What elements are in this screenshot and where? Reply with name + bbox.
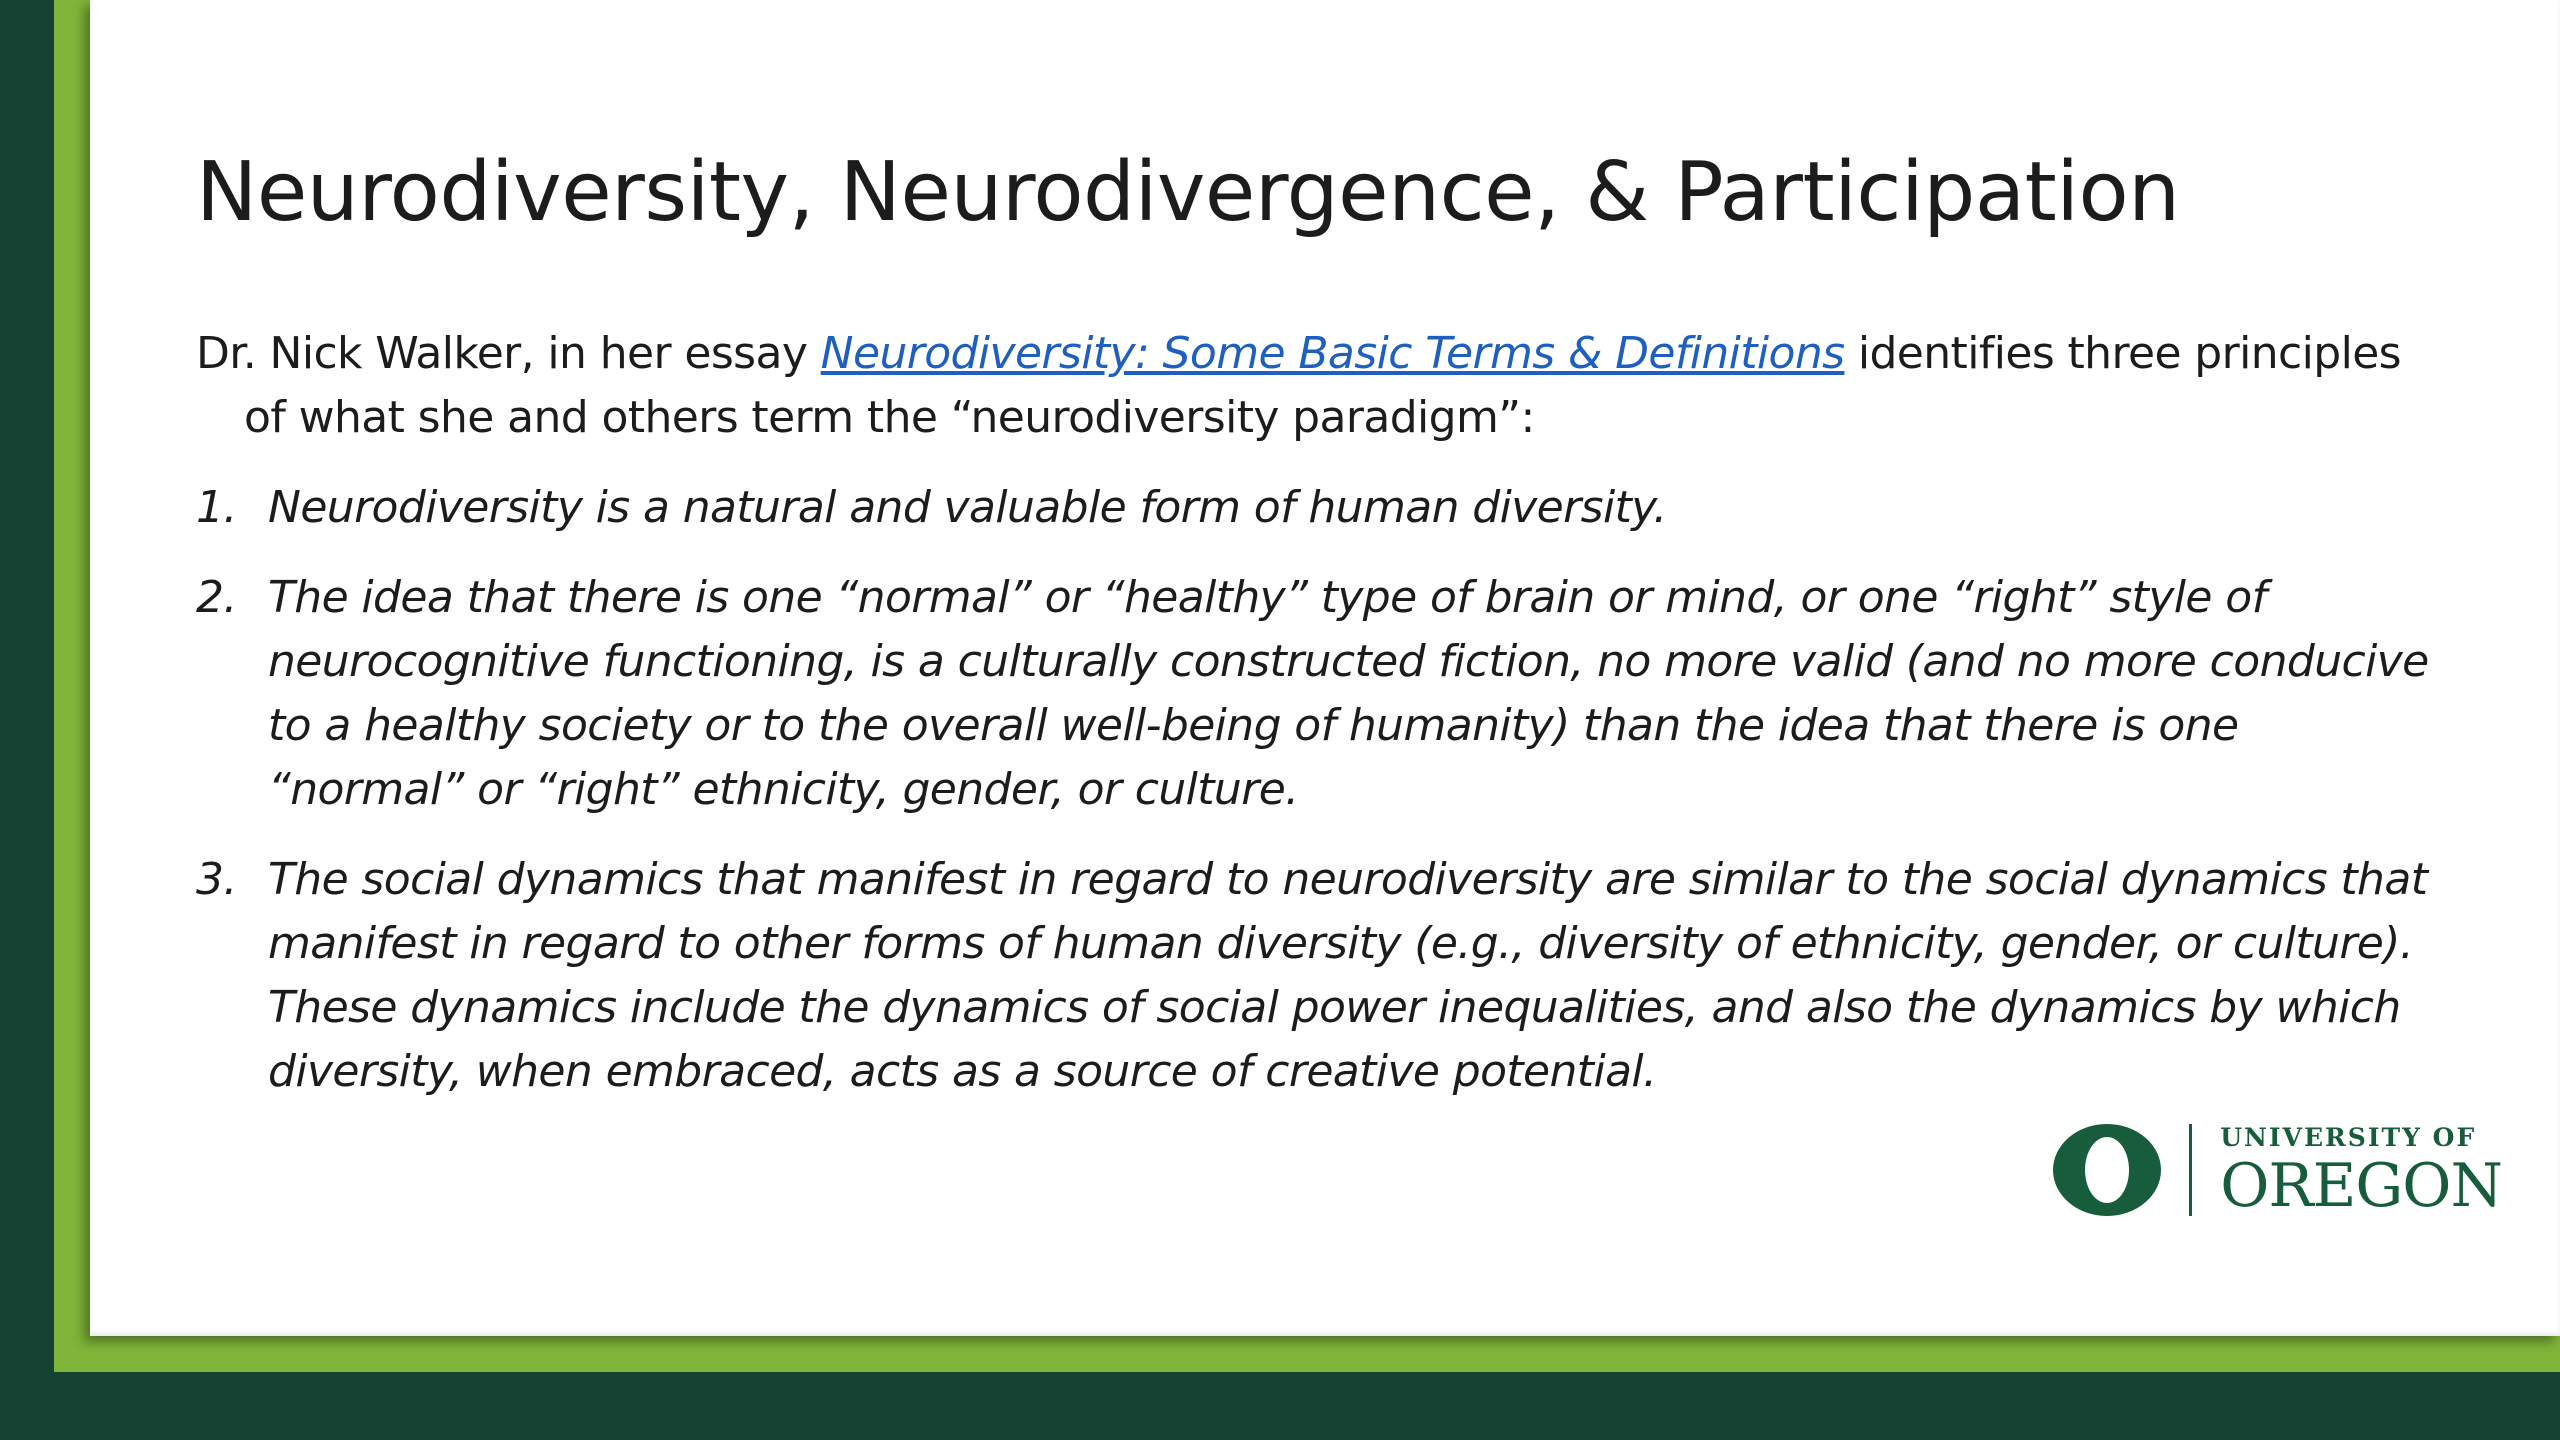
principle-item xyxy=(196,476,2436,540)
principle-text: Neurodiversity is a natural and valuable form of human diversity. xyxy=(268,482,1667,533)
slide-body xyxy=(196,322,2436,1130)
logo-divider xyxy=(2189,1124,2192,1216)
principles-list xyxy=(196,476,2436,1104)
intro-text-before-link: Dr. Nick Walker, in her essay xyxy=(196,328,821,379)
principle-number: 2. xyxy=(196,572,237,623)
logo-wordmark xyxy=(2220,1122,2502,1221)
frame-accent-bottom xyxy=(54,1336,2560,1372)
university-of-oregon-logo xyxy=(2051,1122,2502,1221)
principle-number: 1. xyxy=(196,482,237,533)
principle-number: 3. xyxy=(196,854,237,905)
uo-o-mark-icon xyxy=(2051,1122,2163,1218)
intro-paragraph xyxy=(196,322,2436,450)
essay-link[interactable]: Neurodiversity: Some Basic Terms & Definitions xyxy=(820,328,1845,379)
principle-text: The social dynamics that manifest in regard to neurodiversity are similar to the social dynamics that manifest in regard to other forms of human diversity (e.g., diversity of ethnicity, gender, or culture). These dynamics include the dynamics of social power inequalities, and also the dynamics by which diversity, when embraced, acts as a source of creative potential. xyxy=(268,854,2428,1097)
logo-oregon: OREGON xyxy=(2220,1150,2502,1221)
slide-panel xyxy=(90,0,2560,1336)
frame-accent-left xyxy=(54,0,90,1372)
slide-title: Neurodiversity, Neurodivergence, & Participation xyxy=(196,145,2180,240)
logo-university-of: UNIVERSITY OF xyxy=(2220,1122,2477,1152)
intro-text-after-link: identifies three principles of what she and others term the “neurodiversity paradigm”: xyxy=(244,328,2402,443)
principle-text: The idea that there is one “normal” or “healthy” type of brain or mind, or one “right” style of neurocognitive functioning, is a culturally constructed fiction, no more valid (and no more conducive to a healthy society or to the overall well-being of humanity) than the idea that there is one “normal” or “right” ethnicity, gender, or culture. xyxy=(268,572,2429,815)
principle-item xyxy=(196,848,2436,1104)
principle-item xyxy=(196,566,2436,822)
